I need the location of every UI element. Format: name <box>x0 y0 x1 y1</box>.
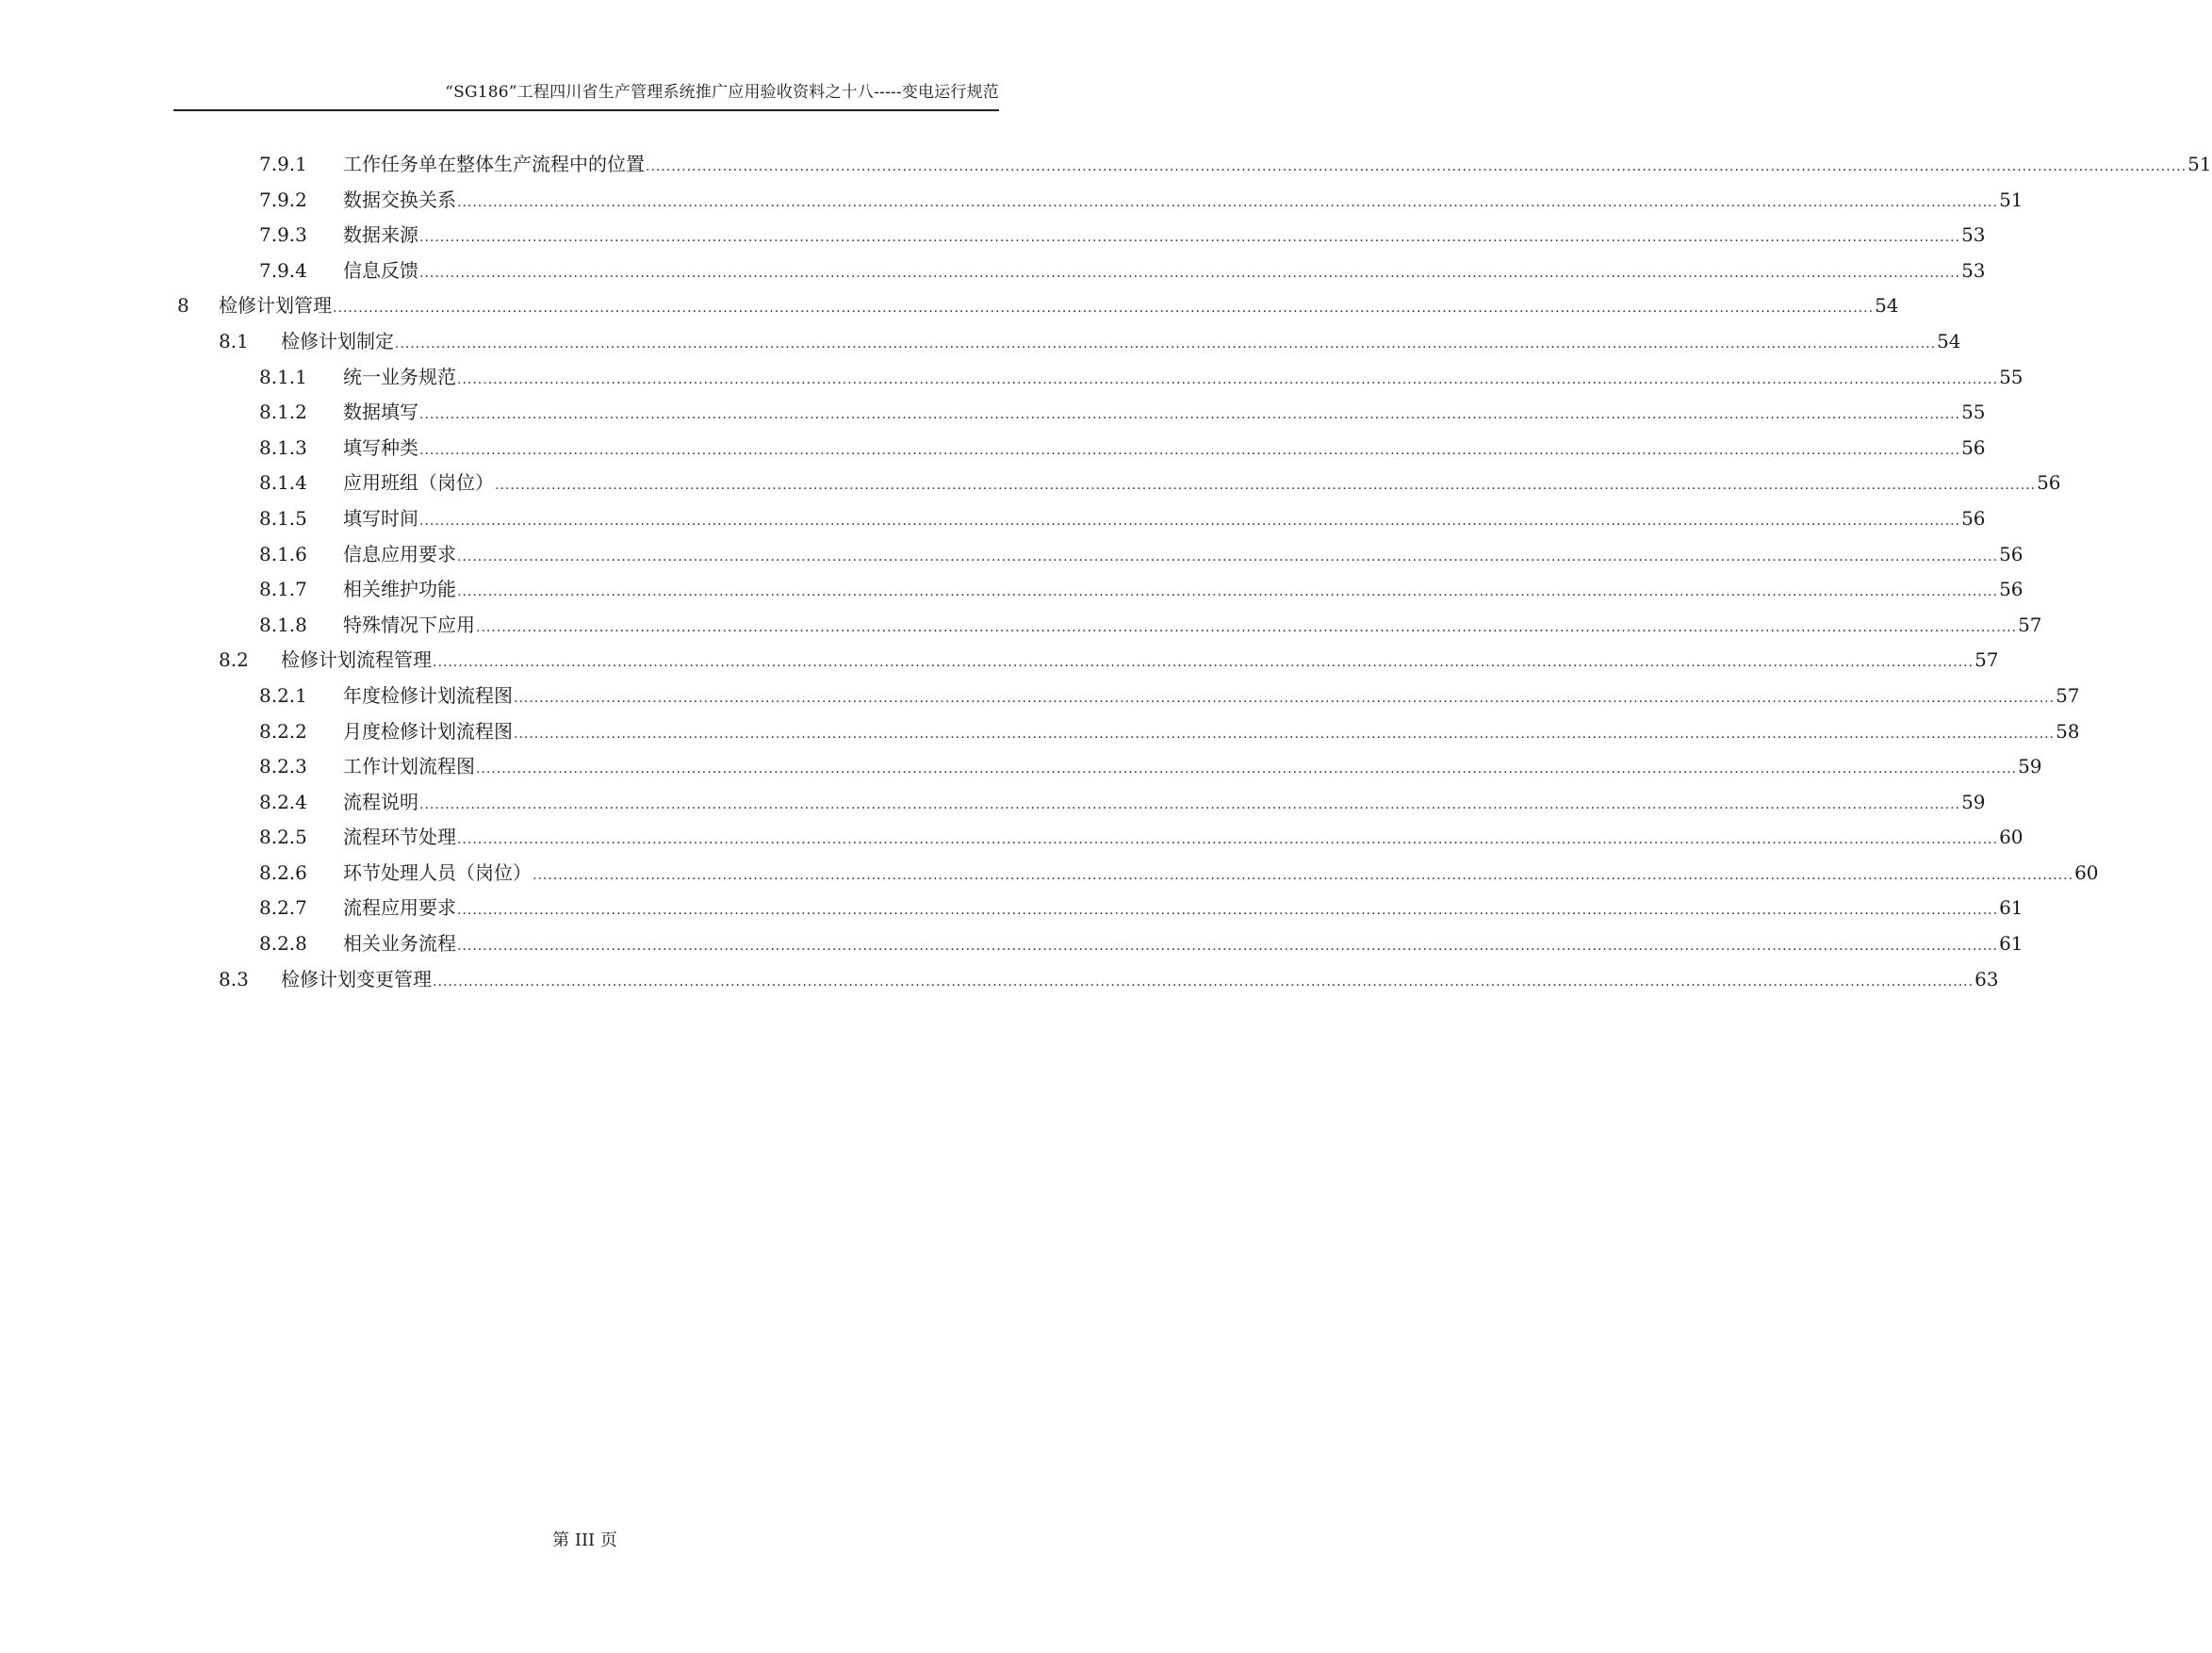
toc-entry-page: 56 <box>1961 435 1986 459</box>
toc-entry-title: 填写时间 <box>343 506 418 530</box>
toc-entry-title: 统一业务规范 <box>343 365 456 388</box>
toc-entry[interactable] <box>0 183 2024 219</box>
toc-entry-title: 流程环节处理 <box>343 826 456 849</box>
toc-entry-title: 数据填写 <box>343 401 418 424</box>
toc-entry-line <box>343 218 1986 256</box>
toc-entry-line <box>343 360 2024 399</box>
toc-entry-page: 51 <box>2187 153 2212 175</box>
toc-entry-line <box>343 395 1986 434</box>
toc-entry-page: 54 <box>1937 329 1961 352</box>
toc-entry[interactable] <box>0 254 1986 289</box>
toc-entry-number: 8.1.5 <box>259 506 307 530</box>
toc-entry-number: 8.2.3 <box>259 755 307 778</box>
toc-entry-page: 56 <box>1999 578 2024 601</box>
toc-entry-number: 7.9.4 <box>259 258 307 282</box>
toc-entry-title: 流程说明 <box>343 790 418 813</box>
running-header <box>173 79 999 111</box>
toc-entry[interactable] <box>0 856 2099 892</box>
toc-entry-title: 检修计划制定 <box>281 329 394 352</box>
dot-leader: ............................................................................................................................................................................................................................................................................................................ <box>419 230 1961 246</box>
dot-leader: ............................................................................................................................................................................................................................................................................................................ <box>457 584 1999 600</box>
toc-entry-title: 填写种类 <box>343 435 418 459</box>
toc-entry-number: 8.1.8 <box>259 613 307 636</box>
toc-entry-page: 53 <box>1961 258 1986 282</box>
toc-entry-page: 59 <box>1961 790 1986 813</box>
toc-entry-line <box>343 749 2042 788</box>
toc-entry-title: 环节处理人员（岗位） <box>343 860 532 884</box>
toc-entry-line <box>343 785 1986 824</box>
toc-entry-line <box>343 856 2099 894</box>
toc-entry[interactable] <box>0 395 1986 431</box>
toc-entry-title: 信息反馈 <box>343 258 418 282</box>
dot-leader: ............................................................................................................................................................................................................................................................................................................ <box>419 513 1961 529</box>
toc-entry-number: 7.9.3 <box>259 223 307 247</box>
toc-entry-line <box>343 183 2024 221</box>
toc-entry[interactable] <box>0 785 1986 821</box>
toc-entry-number: 8.2.4 <box>259 790 307 813</box>
dot-leader: ............................................................................................................................................................................................................................................................................................................ <box>457 832 1999 848</box>
toc-entry-line <box>343 501 1986 540</box>
dot-leader: ............................................................................................................................................................................................................................................................................................................ <box>419 442 1961 458</box>
toc-entry-number: 8.1.1 <box>259 365 307 388</box>
toc-entry-page: 59 <box>2018 755 2042 778</box>
toc-entry-title: 月度检修计划流程图 <box>343 719 513 743</box>
toc-entry[interactable] <box>0 608 2042 644</box>
toc-entry-page: 61 <box>1999 896 2024 920</box>
toc-entry-page: 61 <box>1999 932 2024 956</box>
toc-entry[interactable] <box>0 288 1899 324</box>
toc-entry-title: 年度检修计划流程图 <box>343 683 513 707</box>
dot-leader: ............................................................................................................................................................................................................................................................................................................ <box>457 903 1999 919</box>
toc-entry-page: 57 <box>1974 648 1999 672</box>
toc-entry-number: 8.1 <box>219 329 249 352</box>
toc-entry-line <box>343 891 2024 929</box>
toc-entry-title: 数据来源 <box>343 223 418 247</box>
toc-entry-line <box>343 820 2024 859</box>
toc-entry[interactable] <box>0 926 2024 962</box>
toc-entry-number: 8.2.6 <box>259 860 307 884</box>
toc-entry-title: 特殊情况下应用 <box>343 613 475 636</box>
toc-entry-page: 53 <box>1961 223 1986 247</box>
toc-entry-title: 数据交换关系 <box>343 188 456 211</box>
toc-entry-line <box>343 537 2024 576</box>
toc-entry-number: 8.1.6 <box>259 542 307 565</box>
toc-entry[interactable] <box>0 431 1986 466</box>
page-footer <box>0 1529 1170 1553</box>
toc-entry-title: 应用班组（岗位） <box>343 471 494 495</box>
toc-entry-number: 8.1.3 <box>259 435 307 459</box>
toc-entry-title: 流程应用要求 <box>343 896 456 920</box>
toc-entry[interactable] <box>0 324 1961 360</box>
toc-entry-page: 57 <box>2056 683 2080 707</box>
toc-entry-title: 工作计划流程图 <box>343 755 475 778</box>
dot-leader: ............................................................................................................................................................................................................................................................................................................ <box>419 796 1961 812</box>
toc-entry-number: 8 <box>177 294 189 318</box>
toc-entry[interactable] <box>0 572 2024 608</box>
toc-entry-line <box>281 324 1961 363</box>
toc-entry[interactable] <box>0 891 2024 926</box>
toc-entry-line <box>343 254 1986 292</box>
dot-leader: ............................................................................................................................................................................................................................................................................................................ <box>476 619 2018 635</box>
header-title: “SG186”工程四川省生产管理系统推广应用验收资料之十八-----变电运行规范 <box>445 83 999 102</box>
toc-entry[interactable] <box>0 679 2080 714</box>
toc-entry-title: 检修计划变更管理 <box>281 967 432 990</box>
dot-leader: ............................................................................................................................................................................................................................................................................................................ <box>495 478 2037 494</box>
dot-leader: ............................................................................................................................................................................................................................................................................................................ <box>514 690 2056 706</box>
toc-entry[interactable] <box>0 820 2024 856</box>
toc-entry-line <box>219 288 1899 327</box>
toc-entry-number: 8.2.8 <box>259 932 307 956</box>
toc-entry-number: 7.9.2 <box>259 188 307 211</box>
toc-entry-page: 56 <box>1999 542 2024 565</box>
toc-entry-number: 8.2.1 <box>259 683 307 707</box>
toc-entry[interactable] <box>0 218 1986 254</box>
toc-entry-number: 8.3 <box>219 967 249 990</box>
toc-entry[interactable] <box>0 501 1986 537</box>
dot-leader: ............................................................................................................................................................................................................................................................................................................ <box>646 159 2187 174</box>
dot-leader: ............................................................................................................................................................................................................................................................................................................ <box>395 336 1937 352</box>
toc-entry-line <box>343 147 2212 186</box>
toc-entry[interactable] <box>0 466 2061 501</box>
toc-entry-page: 63 <box>1974 967 1999 990</box>
dot-leader: ............................................................................................................................................................................................................................................................................................................ <box>476 761 2018 777</box>
dot-leader: ............................................................................................................................................................................................................................................................................................................ <box>457 371 1999 387</box>
dot-leader: ............................................................................................................................................................................................................................................................................................................ <box>333 301 1875 317</box>
dot-leader: ............................................................................................................................................................................................................................................................................................................ <box>457 939 1999 955</box>
toc-entry-number: 7.9.1 <box>259 153 307 175</box>
dot-leader: ............................................................................................................................................................................................................................................................................................................ <box>419 407 1961 423</box>
toc-entry-line <box>281 643 1999 681</box>
toc-entry-title: 相关维护功能 <box>343 578 456 601</box>
toc-entry-line <box>343 466 2061 504</box>
toc-entry-line <box>281 962 1999 1001</box>
toc-entry-number: 8.2 <box>219 648 249 672</box>
dot-leader: ............................................................................................................................................................................................................................................................................................................ <box>433 974 1974 990</box>
toc-entry-page: 56 <box>1961 506 1986 530</box>
toc-entry-number: 8.1.2 <box>259 401 307 424</box>
toc-entry-number: 8.1.7 <box>259 578 307 601</box>
toc-entry-number: 8.2.2 <box>259 719 307 743</box>
toc-entry[interactable] <box>0 360 2024 396</box>
toc-entry[interactable] <box>0 147 2212 183</box>
toc-entry-page: 55 <box>1999 365 2024 388</box>
toc-entry-line <box>343 926 2024 965</box>
dot-leader: ............................................................................................................................................................................................................................................................................................................ <box>457 194 1999 210</box>
toc-entry-page: 54 <box>1875 294 1899 318</box>
table-of-contents <box>0 147 2212 997</box>
toc-entry-page: 60 <box>2074 860 2099 884</box>
page-number: 第 III 页 <box>552 1530 617 1550</box>
toc-entry-title: 检修计划流程管理 <box>281 648 432 672</box>
toc-entry-number: 8.2.7 <box>259 896 307 920</box>
dot-leader: ............................................................................................................................................................................................................................................................................................................ <box>457 548 1999 565</box>
toc-entry-page: 55 <box>1961 401 1986 424</box>
toc-entry-number: 8.1.4 <box>259 471 307 495</box>
toc-entry-title: 工作任务单在整体生产流程中的位置 <box>343 153 645 175</box>
toc-entry[interactable] <box>0 537 2024 573</box>
toc-entry-page: 58 <box>2056 719 2080 743</box>
toc-entry-line <box>343 714 2080 753</box>
dot-leader: ............................................................................................................................................................................................................................................................................................................ <box>514 726 2056 742</box>
dot-leader: ............................................................................................................................................................................................................................................................................................................ <box>419 265 1961 281</box>
toc-entry-title: 检修计划管理 <box>219 294 332 318</box>
dot-leader: ............................................................................................................................................................................................................................................................................................................ <box>533 867 2074 883</box>
toc-entry-page: 51 <box>1999 188 2024 211</box>
toc-entry-line <box>343 679 2080 717</box>
toc-entry-number: 8.2.5 <box>259 826 307 849</box>
toc-entry-page: 60 <box>1999 826 2024 849</box>
toc-entry-title: 相关业务流程 <box>343 932 456 956</box>
toc-entry-page: 57 <box>2018 613 2042 636</box>
toc-entry-page: 56 <box>2037 471 2061 495</box>
toc-entry-line <box>343 431 1986 469</box>
toc-entry[interactable] <box>0 962 1999 998</box>
toc-entry-line <box>343 608 2042 646</box>
toc-entry-line <box>343 572 2024 611</box>
toc-entry[interactable] <box>0 643 1999 679</box>
toc-entry[interactable] <box>0 749 2042 785</box>
dot-leader: ............................................................................................................................................................................................................................................................................................................ <box>433 655 1974 671</box>
toc-entry-title: 信息应用要求 <box>343 542 456 565</box>
toc-entry[interactable] <box>0 714 2080 750</box>
